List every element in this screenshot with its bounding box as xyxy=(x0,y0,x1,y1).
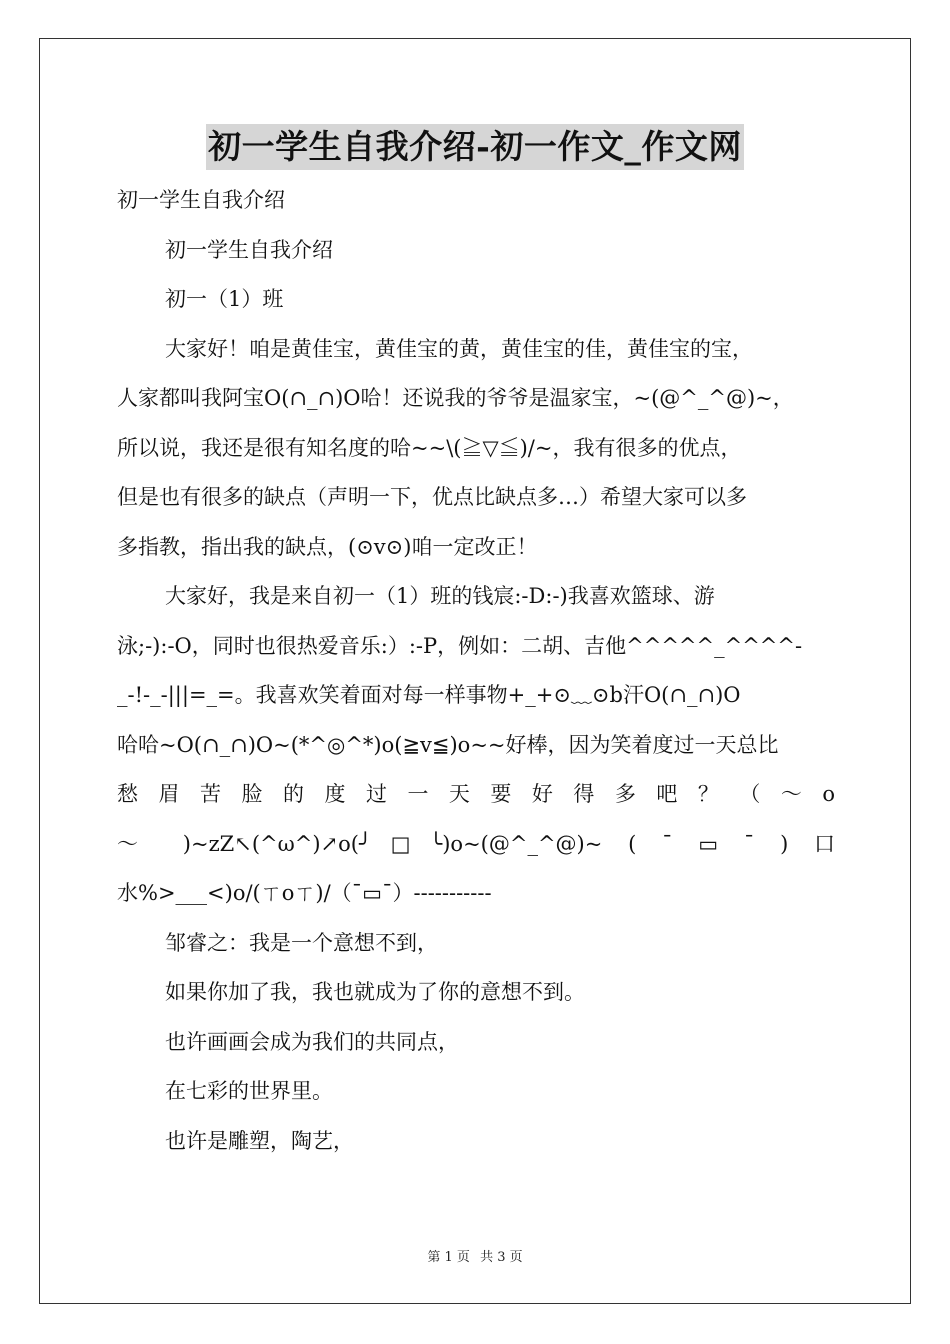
page-number: 第 1 页 xyxy=(427,1250,470,1265)
text-line: 但是也有很多的缺点（声明一下，优点比缺点多…）希望大家可以多 xyxy=(117,485,747,509)
title-container xyxy=(0,124,950,170)
text-line-spaced: ～ )~zZ↖(^ω^)↗o(╯□╰)o~(@^_^@)~ ( ¯ ▭ ¯ ) 口 xyxy=(117,831,835,856)
page-footer xyxy=(0,1246,950,1265)
poem-line: 也许画画会成为我们的共同点， xyxy=(165,1029,459,1054)
text-line: 水%>___<)o/(ㄒoㄒ)/（¯▭¯）----------- xyxy=(117,881,492,905)
text-line: 多指教，指出我的缺点，(⊙v⊙)咱一定改正！ xyxy=(117,534,538,559)
document-title: 初一学生自我介绍-初一作文_作文网 xyxy=(206,124,744,170)
document-body xyxy=(117,176,835,1166)
text-line: 人家都叫我阿宝O(∩_∩)O哈！还说我的爷爷是温家宝，~(@^_^@)~， xyxy=(117,386,794,410)
class-label: 初一（1）班 xyxy=(165,287,284,311)
poem-line: 也许是雕塑，陶艺， xyxy=(165,1128,354,1153)
page-total: 共 3 页 xyxy=(480,1250,523,1265)
section-heading: 初一学生自我介绍 xyxy=(117,188,285,212)
text-line: 大家好！咱是黄佳宝，黄佳宝的黄，黄佳宝的佳，黄佳宝的宝， xyxy=(165,336,753,361)
text-line: 所以说，我还是很有知名度的哈~~\(≧▽≦)/~，我有很多的优点， xyxy=(117,435,742,460)
text-line-spaced: 愁 眉 苦 脸 的 度 过 一 天 要 好 得 多 吧 ？ （ ～ o xyxy=(117,782,835,806)
essay-heading: 初一学生自我介绍 xyxy=(165,237,333,262)
poem-line: 邹睿之：我是一个意想不到， xyxy=(165,930,438,955)
text-line: 大家好，我是来自初一（1）班的钱宸:-D:-)我喜欢篮球、游 xyxy=(165,584,715,608)
text-line: _-!-_-|||=_=。我喜欢笑着面对每一样事物+_+⊙﹏⊙b汗O(∩_∩)O xyxy=(117,683,741,707)
text-line: 哈哈~O(∩_∩)O~(*^◎^*)o(≧v≦)o~~好棒，因为笑着度过一天总比 xyxy=(117,732,779,757)
poem-line: 在七彩的世界里。 xyxy=(165,1079,333,1103)
text-line: 泳;-):-O，同时也很热爱音乐:）:-P，例如：二胡、吉他^^^^^_^^^^- xyxy=(117,633,803,658)
poem-line: 如果你加了我，我也就成为了你的意想不到。 xyxy=(165,980,585,1004)
